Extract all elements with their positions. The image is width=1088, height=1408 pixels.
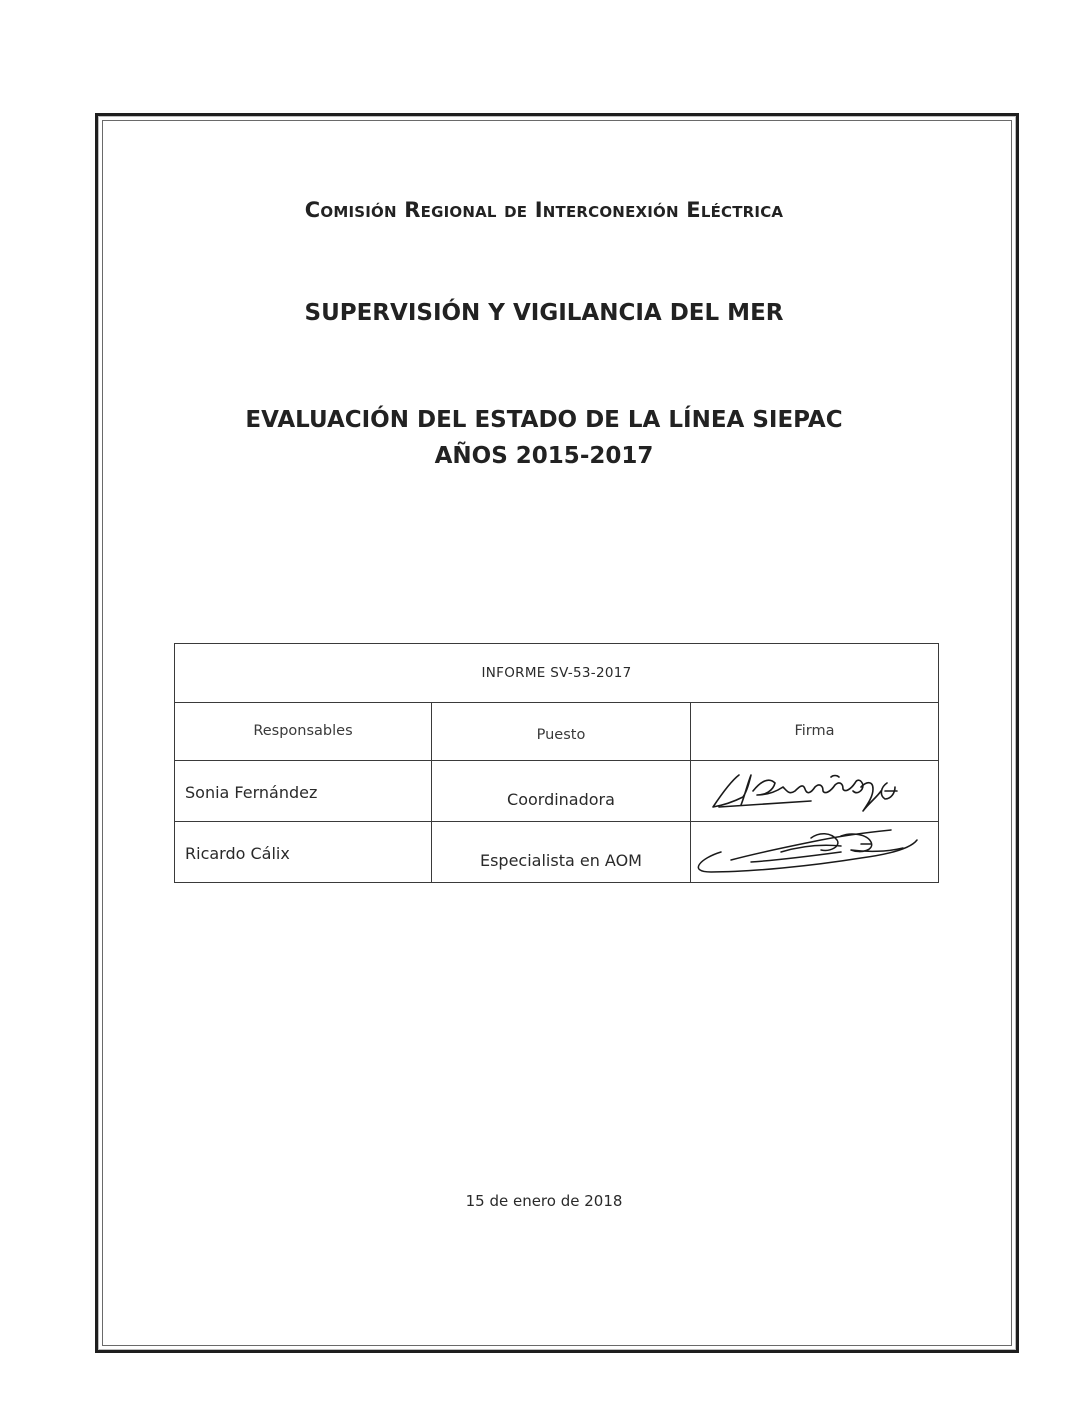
report-code: INFORME SV-53-2017 <box>175 644 939 703</box>
report-title <box>0 402 1088 474</box>
signature-icon <box>691 822 938 882</box>
document-date: 15 de enero de 2018 <box>465 1192 623 1210</box>
responsible-role: Especialista en AOM <box>431 822 690 883</box>
signature-icon <box>691 761 938 821</box>
responsible-name: Ricardo Cálix <box>175 822 432 883</box>
organization-name: Comisión Regional de Interconexión Eléctrica <box>304 198 784 222</box>
table-header-row <box>175 703 939 761</box>
header-responsables: Responsables <box>175 703 432 761</box>
table-row <box>175 761 939 822</box>
table-row <box>175 822 939 883</box>
responsibles-table <box>174 643 939 883</box>
signature-image <box>690 761 938 822</box>
header-puesto: Puesto <box>431 703 690 761</box>
section-title: SUPERVISIÓN Y VIGILANCIA DEL MER <box>304 300 784 326</box>
report-title-line-1: EVALUACIÓN DEL ESTADO DE LA LÍNEA SIEPAC <box>245 407 843 433</box>
table-row-report-code <box>175 644 939 703</box>
report-title-line-2: AÑOS 2015-2017 <box>434 443 654 469</box>
responsible-role: Coordinadora <box>431 761 690 822</box>
responsible-name: Sonia Fernández <box>175 761 432 822</box>
header-firma: Firma <box>690 703 938 761</box>
signature-image <box>690 822 938 883</box>
